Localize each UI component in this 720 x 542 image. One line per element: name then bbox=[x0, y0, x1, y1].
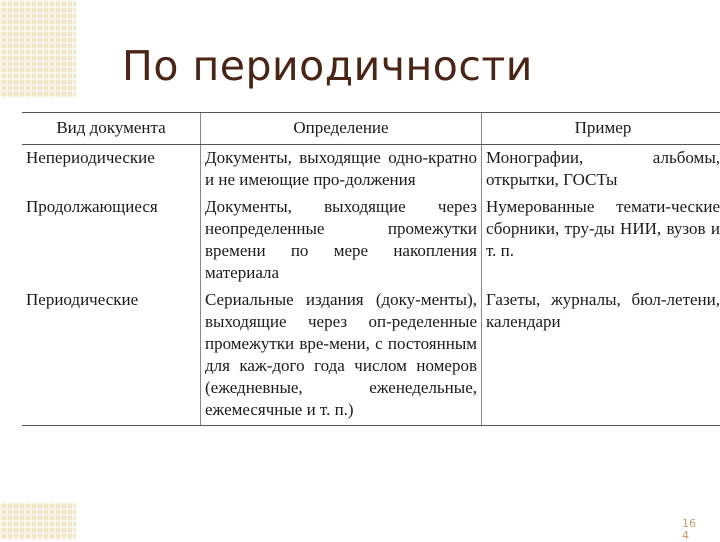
header-example: Пример bbox=[482, 113, 720, 145]
table-row bbox=[22, 194, 720, 287]
page-number: 16 4 bbox=[682, 518, 706, 542]
cell-type: Периодические bbox=[22, 287, 201, 426]
table-row bbox=[22, 145, 720, 195]
slide-title: По периодичности bbox=[122, 42, 533, 90]
cell-definition: Документы, выходящие через неопределенные промежутки времени по мере накопления материала bbox=[201, 194, 482, 287]
cell-example: Нумерованные темати-ческие сборники, тру-ды НИИ, вузов и т. п. bbox=[482, 194, 720, 287]
periodicity-table bbox=[22, 112, 698, 426]
header-document-type: Вид документа bbox=[22, 113, 201, 145]
header-definition: Определение bbox=[201, 113, 482, 145]
document-types-table bbox=[22, 112, 720, 426]
cell-type: Непериодические bbox=[22, 145, 201, 195]
decorative-corner-top-left bbox=[0, 0, 76, 98]
cell-type: Продолжающиеся bbox=[22, 194, 201, 287]
cell-example: Газеты, журналы, бюл-летени, календари bbox=[482, 287, 720, 426]
table-header-row bbox=[22, 113, 720, 145]
decorative-corner-bottom-left bbox=[0, 502, 76, 540]
cell-definition: Документы, выходящие одно-кратно и не имеющие про-должения bbox=[201, 145, 482, 195]
cell-definition: Сериальные издания (доку-менты), выходящие через оп-ределенные промежутки вре-мени, с постоянным для каж-дого года числом номеров (ежедневные, еженедельные, ежемесячные и т. п.) bbox=[201, 287, 482, 426]
cell-example: Монографии, альбомы, открытки, ГОСТы bbox=[482, 145, 720, 195]
table-row bbox=[22, 287, 720, 426]
